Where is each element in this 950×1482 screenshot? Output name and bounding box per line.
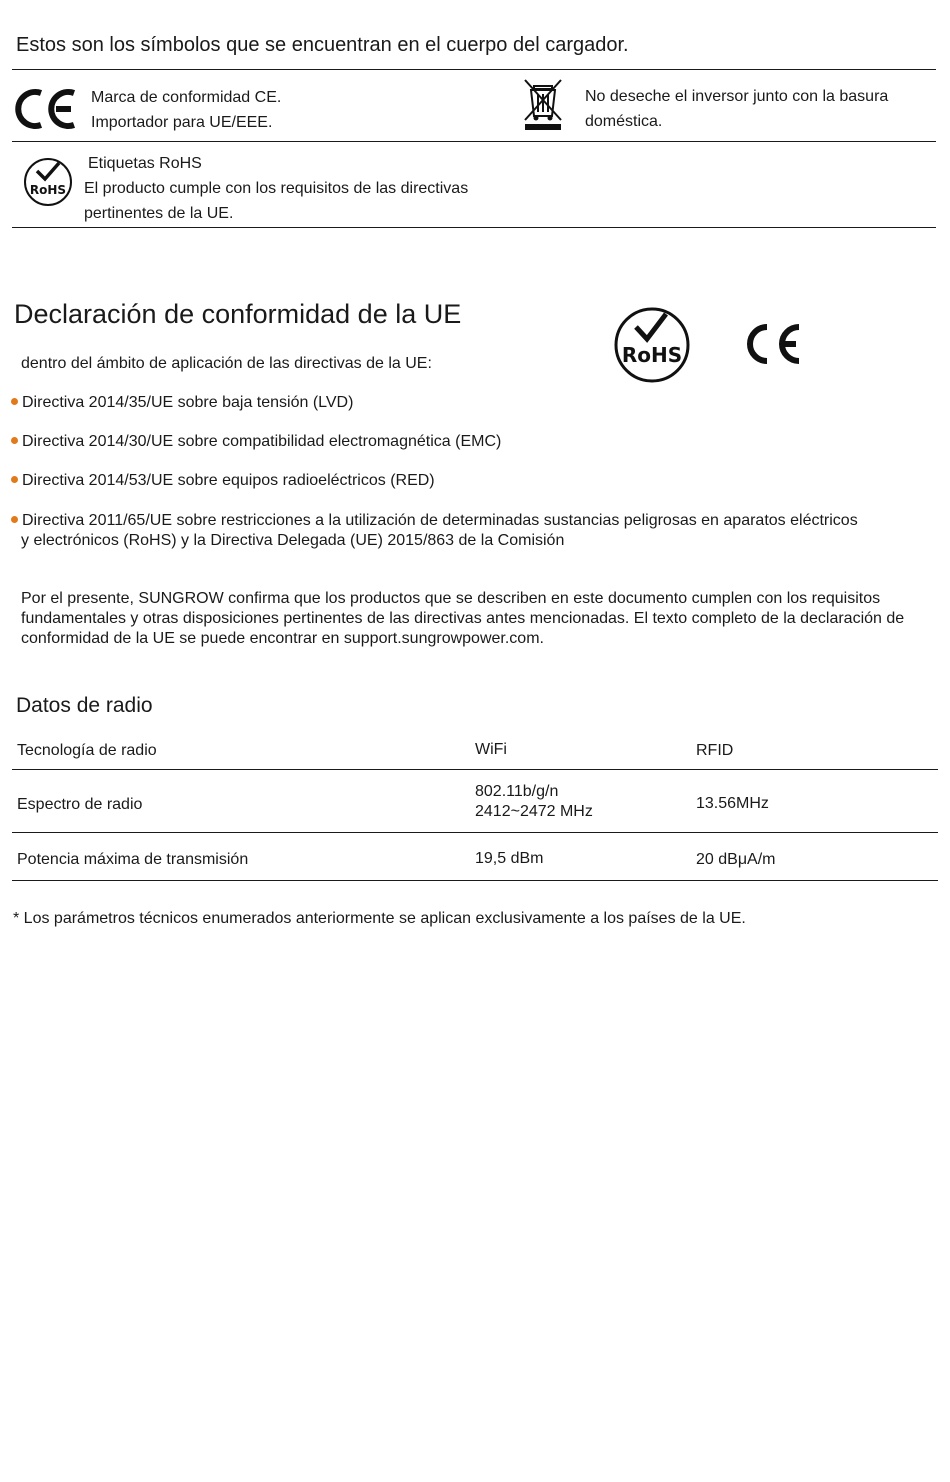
directive-text: Directiva 2014/53/UE sobre equipos radioeléctricos (RED): [22, 472, 435, 489]
table-cell: 19,5 dBm: [475, 850, 544, 867]
header-cell: WiFi: [475, 741, 507, 758]
crossed-bin-icon: [522, 78, 564, 132]
symbols-heading: Estos son los símbolos que se encuentran en el cuerpo del cargador.: [16, 34, 629, 56]
rohs-title: Etiquetas RoHS: [88, 155, 202, 172]
table-cell: 20 dBμA/m: [696, 851, 776, 868]
bullet-dot-icon: [11, 516, 18, 523]
bullet-dot-icon: [11, 398, 18, 405]
weee-line2: doméstica.: [585, 113, 663, 130]
ce-line2: Importador para UE/EEE.: [91, 114, 273, 131]
rohs-line1: El producto cumple con los requisitos de las directivas: [84, 180, 469, 197]
table-cell: Potencia máxima de transmisión: [17, 851, 249, 868]
table-cell: Espectro de radio: [17, 796, 143, 813]
rohs-large-text: RoHS: [621, 343, 683, 367]
directive-item: [11, 393, 941, 413]
rohs-logo-icon: [612, 305, 692, 385]
bullet-dot-icon: [11, 476, 18, 483]
directive-text: Directiva 2014/30/UE sobre compatibilidad electromagnética (EMC): [22, 433, 502, 450]
radio-title: Datos de radio: [16, 694, 153, 717]
declaration-title: Declaración de conformidad de la UE: [14, 299, 462, 329]
divider: [12, 227, 936, 228]
bullet-dot-icon: [11, 437, 18, 444]
radio-footnote: * Los parámetros técnicos enumerados anteriormente se aplican exclusivamente a los países de la UE.: [13, 910, 746, 927]
table-cell: 802.11b/g/n: [475, 783, 559, 800]
directive-text: Directiva 2014/35/UE sobre baja tensión (LVD): [22, 394, 354, 411]
table-divider: [12, 880, 938, 881]
table-cell: 2412~2472 MHz: [475, 803, 593, 820]
ce-mark-icon: [14, 88, 78, 130]
header-cell: RFID: [696, 742, 734, 759]
declaration-statement: Por el presente, SUNGROW confirma que los productos que se describen en este documento cumplen con los requisitos fundamentales y otras disposiciones pertinentes de las directivas antes mencionadas. El texto completo de la declaración de conformidad de la UE se puede encontrar en support.sungrowpower.com.: [21, 590, 905, 647]
ce-logo-icon: [741, 321, 803, 367]
declaration-intro: dentro del ámbito de aplicación de las directivas de la UE:: [21, 355, 432, 372]
directive-text-cont: y electrónicos (RoHS) y la Directiva Delegada (UE) 2015/863 de la Comisión: [21, 532, 565, 549]
directive-text: Directiva 2011/65/UE sobre restricciones a la utilización de determinadas sustancias peligrosas en aparatos eléctricos: [22, 512, 858, 529]
table-divider: [12, 769, 938, 770]
table-cell: 13.56MHz: [696, 795, 769, 812]
rohs-small-text: RoHS: [29, 183, 67, 197]
divider: [12, 69, 936, 70]
weee-line1: No deseche el inversor junto con la basura: [585, 88, 889, 105]
directive-item: [11, 432, 941, 452]
directive-item: [11, 511, 941, 551]
rohs-line2: pertinentes de la UE.: [84, 205, 234, 222]
rohs-check-icon: [23, 157, 73, 207]
directive-item: [11, 471, 941, 491]
divider: [12, 141, 936, 142]
header-cell: Tecnología de radio: [17, 742, 157, 759]
table-divider: [12, 832, 938, 833]
ce-line1: Marca de conformidad CE.: [91, 89, 282, 106]
